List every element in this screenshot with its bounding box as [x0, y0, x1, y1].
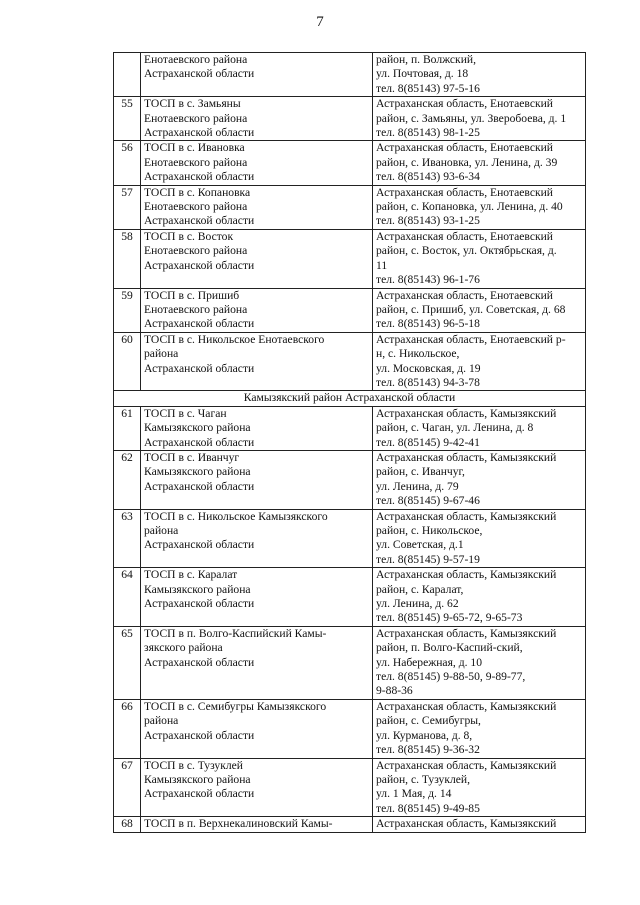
address-line: тел. 8(85145) 9-36-32 [376, 743, 480, 757]
office-name-cell [141, 406, 373, 450]
office-name-line: ТОСП в с. Семибугры Камызякского [144, 699, 327, 713]
office-name-line: Астраханской области [144, 258, 255, 272]
address-cell [373, 699, 586, 758]
address-line: район, п. Волго-Каспий-ский, [376, 641, 523, 655]
address-line: район, с. Семибугры, [376, 714, 481, 728]
address-line: ул. Московская, д. 19 [376, 361, 481, 375]
office-name-line: ТОСП в с. Никольское Енотаевского [144, 332, 325, 346]
office-name-cell [141, 758, 373, 817]
office-name-line: Астраханской области [144, 479, 255, 493]
row-number: 56 [114, 141, 141, 185]
address-line: ул. 1 Мая, д. 14 [376, 787, 452, 801]
address-line: Астраханская область, Енотаевский [376, 288, 554, 302]
address-line: Астраханская область, Енотаевский [376, 229, 554, 243]
address-line: тел. 8(85143) 93-6-34 [376, 170, 480, 184]
address-line: тел. 8(85143) 93-1-25 [376, 214, 480, 228]
address-line: ул. Ленина, д. 79 [376, 479, 459, 493]
address-cell [373, 817, 586, 832]
address-line: тел. 8(85145) 9-65-72, 9-65-73 [376, 611, 523, 625]
office-name-line: ТОСП в с. Восток [144, 229, 234, 243]
row-number: 66 [114, 699, 141, 758]
office-name-cell [141, 817, 373, 832]
address-line: Астраханская область, Камызякский [376, 450, 557, 464]
address-cell [373, 288, 586, 332]
office-name-line: Енотаевского района [144, 155, 248, 169]
office-name-line: зякского района [144, 641, 223, 655]
row-number: 68 [114, 817, 141, 832]
office-name-cell [141, 626, 373, 699]
office-name-cell [141, 509, 373, 568]
row-number: 64 [114, 568, 141, 627]
address-line: район, с. Тузуклей, [376, 772, 470, 786]
row-number: 63 [114, 509, 141, 568]
table-row [114, 817, 586, 832]
row-number [114, 53, 141, 97]
address-cell [373, 450, 586, 509]
address-cell [373, 141, 586, 185]
office-name-cell [141, 450, 373, 509]
office-name-line: Астраханской области [144, 67, 255, 81]
office-name-line: Астраханской области [144, 214, 255, 228]
address-line: Астраханская область, Камызякский [376, 699, 557, 713]
address-cell [373, 229, 586, 288]
office-name-cell [141, 141, 373, 185]
address-line: тел. 8(85145) 9-49-85 [376, 801, 480, 815]
table-row [114, 229, 586, 288]
address-line: район, п. Волжский, [376, 53, 476, 66]
address-line: район, с. Восток, ул. Октябрьская, д. [376, 244, 557, 258]
office-name-line: Енотаевского района [144, 244, 248, 258]
table-row [114, 406, 586, 450]
row-number: 67 [114, 758, 141, 817]
office-name-cell [141, 229, 373, 288]
table-row [114, 332, 586, 391]
address-line: тел. 8(85145) 9-88-50, 9-89-77, [376, 670, 526, 684]
address-line: Астраханская область, Камызякский [376, 509, 557, 523]
office-name-cell [141, 97, 373, 141]
office-name-line: Астраханской области [144, 728, 255, 742]
address-cell [373, 406, 586, 450]
address-cell [373, 53, 586, 97]
address-line: Астраханская область, Енотаевский [376, 97, 554, 111]
table-row [114, 185, 586, 229]
row-number: 65 [114, 626, 141, 699]
address-line: Астраханская область, Енотаевский [376, 185, 554, 199]
address-line: Астраханская область, Енотаевский [376, 141, 554, 155]
address-line: ул. Советская, д.1 [376, 538, 464, 552]
address-line: тел. 8(85143) 94-3-78 [376, 375, 480, 389]
office-name-line: ТОСП в с. Чаган [144, 406, 227, 420]
office-name-cell [141, 185, 373, 229]
address-cell [373, 332, 586, 391]
office-name-line: Астраханской области [144, 170, 255, 184]
office-name-line: Астраханской области [144, 435, 255, 449]
address-line: Астраханская область, Камызякский [376, 758, 557, 772]
office-name-line: Астраханской области [144, 361, 255, 375]
office-name-line: Камызякского района [144, 582, 251, 596]
address-line: ул. Почтовая, д. 18 [376, 67, 469, 81]
address-line: Астраханская область, Камызякский [376, 626, 557, 640]
address-line: район, с. Замьяны, ул. Зверобоева, д. 1 [376, 111, 567, 125]
office-name-line: Астраханской области [144, 126, 255, 140]
office-name-line: ТОСП в п. Волго-Каспийский Камы- [144, 626, 327, 640]
office-name-line: Енотаевского района [144, 302, 248, 316]
office-name-line: ТОСП в с. Копановка [144, 185, 251, 199]
office-name-line: Енотаевского района [144, 53, 248, 66]
office-name-line: Енотаевского района [144, 200, 248, 214]
table-row [114, 758, 586, 817]
address-cell [373, 509, 586, 568]
address-line: ул. Ленина, д. 62 [376, 597, 459, 611]
address-line: Астраханская область, Камызякский [376, 568, 557, 582]
address-line: Астраханская область, Енотаевский р- [376, 332, 566, 346]
address-line: район, с. Копановка, ул. Ленина, д. 40 [376, 200, 563, 214]
address-line: тел. 8(85143) 96-5-18 [376, 317, 480, 331]
office-name-line: Астраханской области [144, 597, 255, 611]
table-row [114, 509, 586, 568]
section-header-row [114, 391, 586, 406]
address-cell [373, 626, 586, 699]
office-name-line: Камызякского района [144, 465, 251, 479]
table-row [114, 626, 586, 699]
address-line: район, с. Ивановка, ул. Ленина, д. 39 [376, 155, 558, 169]
office-name-cell [141, 288, 373, 332]
address-line: ул. Курманова, д. 8, [376, 728, 473, 742]
row-number: 60 [114, 332, 141, 391]
office-name-line: района [144, 524, 179, 537]
address-line: тел. 8(85143) 98-1-25 [376, 126, 480, 140]
office-name-line: Астраханской области [144, 787, 255, 801]
address-line: тел. 8(85145) 9-67-46 [376, 494, 480, 508]
address-cell [373, 568, 586, 627]
office-name-line: ТОСП в с. Пришиб [144, 288, 240, 302]
address-line: тел. 8(85145) 9-42-41 [376, 435, 480, 449]
address-line: район, с. Чаган, ул. Ленина, д. 8 [376, 421, 534, 435]
office-name-line: Астраханской области [144, 317, 255, 331]
office-name-line: Астраханской области [144, 655, 255, 669]
registry-table-body [114, 53, 586, 833]
address-line: Астраханская область, Камызякский [376, 406, 557, 420]
section-title: Камызякский район Астраханской области [114, 391, 586, 406]
address-line: район, с. Никольское, [376, 524, 483, 537]
row-number: 59 [114, 288, 141, 332]
office-name-line: ТОСП в п. Верхнекалиновский Камы- [144, 817, 333, 831]
office-name-line: ТОСП в с. Ивановка [144, 141, 245, 155]
address-cell [373, 185, 586, 229]
office-name-cell [141, 53, 373, 97]
office-name-line: Камызякского района [144, 772, 251, 786]
office-name-cell [141, 699, 373, 758]
table-row [114, 699, 586, 758]
address-line: 9-88-36 [376, 684, 413, 698]
address-line: тел. 8(85143) 97-5-16 [376, 81, 480, 95]
table-row [114, 53, 586, 97]
address-line: район, с. Иванчуг, [376, 465, 465, 479]
office-name-line: ТОСП в с. Замьяны [144, 97, 241, 111]
table-row [114, 288, 586, 332]
office-name-line: Камызякского района [144, 421, 251, 435]
row-number: 57 [114, 185, 141, 229]
row-number: 61 [114, 406, 141, 450]
address-cell [373, 97, 586, 141]
address-line: н, с. Никольское, [376, 347, 460, 361]
row-number: 55 [114, 97, 141, 141]
office-name-cell [141, 332, 373, 391]
row-number: 58 [114, 229, 141, 288]
table-row [114, 141, 586, 185]
office-name-line: района [144, 714, 179, 728]
address-line: тел. 8(85145) 9-57-19 [376, 552, 480, 566]
office-name-line: Астраханской области [144, 538, 255, 552]
address-line: ул. Набережная, д. 10 [376, 655, 483, 669]
table-row [114, 450, 586, 509]
table-row [114, 97, 586, 141]
office-name-line: Енотаевского района [144, 111, 248, 125]
office-name-line: района [144, 347, 179, 361]
address-line: район, с. Каралат, [376, 582, 464, 596]
office-name-line: ТОСП в с. Иванчуг [144, 450, 240, 464]
office-name-cell [141, 568, 373, 627]
office-name-line: ТОСП в с. Тузуклей [144, 758, 243, 772]
address-line: Астраханская область, Камызякский [376, 817, 557, 831]
registry-table [113, 52, 586, 833]
address-line: 11 [376, 258, 388, 272]
table-row [114, 568, 586, 627]
row-number: 62 [114, 450, 141, 509]
address-line: тел. 8(85143) 96-1-76 [376, 273, 480, 287]
office-name-line: ТОСП в с. Каралат [144, 568, 238, 582]
address-line: район, с. Пришиб, ул. Советская, д. 68 [376, 302, 566, 316]
address-cell [373, 758, 586, 817]
page-number: 7 [316, 14, 324, 30]
office-name-line: ТОСП в с. Никольское Камызякского [144, 509, 328, 523]
